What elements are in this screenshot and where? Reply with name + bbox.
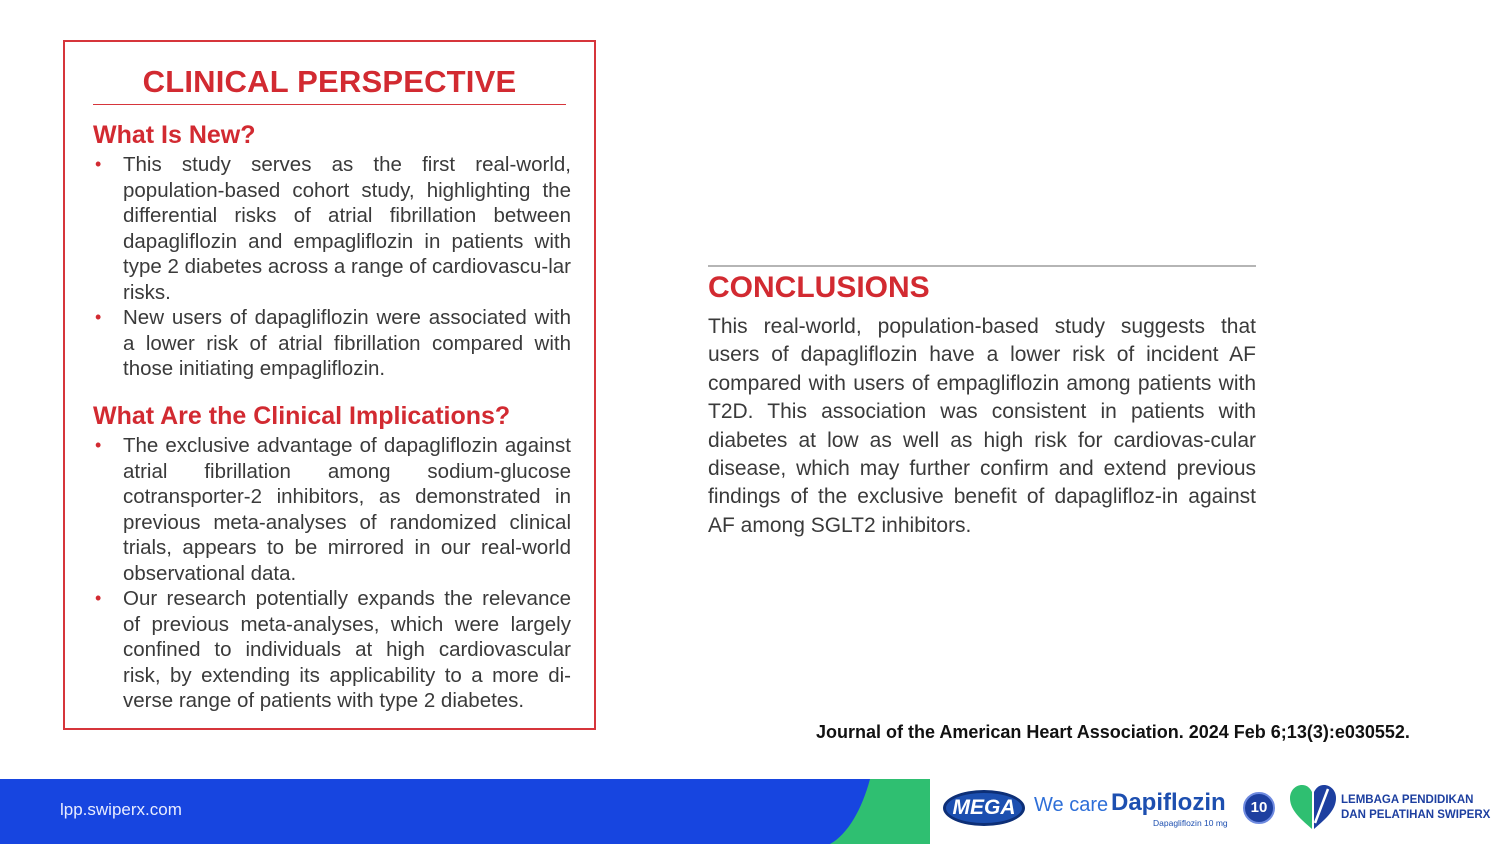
dapiflozin-subtitle: Dapagliflozin 10 mg	[1153, 818, 1228, 828]
swiperx-heart-logo-icon	[1288, 783, 1340, 831]
what-is-new-heading: What Is New?	[93, 121, 256, 149]
title-divider	[93, 104, 566, 105]
footer-url[interactable]: lpp.swiperx.com	[60, 800, 182, 819]
bullet-icon: •	[95, 588, 102, 608]
bullet-icon: •	[95, 154, 102, 174]
clinical-implications-heading: What Are the Clinical Implications?	[93, 402, 511, 430]
clinical-implications-list	[93, 433, 571, 714]
bullet-icon: •	[95, 435, 102, 455]
clinical-perspective-title: CLINICAL PERSPECTIVE	[142, 64, 517, 99]
institution-name: LEMBAGA PENDIDIKAN DAN PELATIHAN SWIPERX	[1341, 794, 1491, 821]
journal-citation: Journal of the American Heart Association. 2024 Feb 6;13(3):e030552.	[816, 722, 1410, 742]
ten-badge-icon: 10	[1243, 792, 1275, 824]
list-item: • Our research potentially expands the relevance of previous meta-analyses, which were largely confined to individuals at high cardiovascular risk, by extending its applicability to a more di-verse range of patients with type 2 diabetes.	[95, 587, 571, 712]
we-care-text: We care	[1034, 794, 1109, 816]
list-item: • New users of dapagliflozin were associated with a lower risk of atrial fibrillation compared with those initiating empagliflozin.	[95, 306, 571, 380]
bullet-icon: •	[95, 307, 102, 327]
what-is-new-list	[93, 152, 571, 382]
mega-logo: MEGA	[943, 790, 1025, 826]
conclusions-divider	[708, 265, 1256, 267]
clinical-perspective-box	[63, 40, 596, 730]
conclusions-text: This real-world, population-based study suggests that users of dapagliflozin have a lower risk of incident AF compared with users of empagliflozin among patients with T2D. This association was consistent in patients with diabetes at low as well as high risk for cardiovas-cular disease, which may further confirm and extend previous findings of the exclusive benefit of dapaglifloz-in against AF among SGLT2 inhibitors.	[708, 315, 1256, 537]
dapiflozin-brand: Dapiflozin	[1111, 789, 1226, 816]
conclusions-title: CONCLUSIONS	[708, 271, 930, 304]
list-item: • This study serves as the first real-world, population-based cohort study, highlighting the differential risks of atrial fibrillation between dapagliflozin and empagliflozin in patients with type 2 diabetes across a range of cardiovascu-lar risks.	[95, 153, 571, 304]
list-item: • The exclusive advantage of dapagliflozin against atrial fibrillation among sodium-glucose cotransporter-2 inhibitors, as demonstrated in previous meta-analyses of randomized clinical trials, appears to be mirrored in our real-world observational data.	[95, 434, 571, 585]
